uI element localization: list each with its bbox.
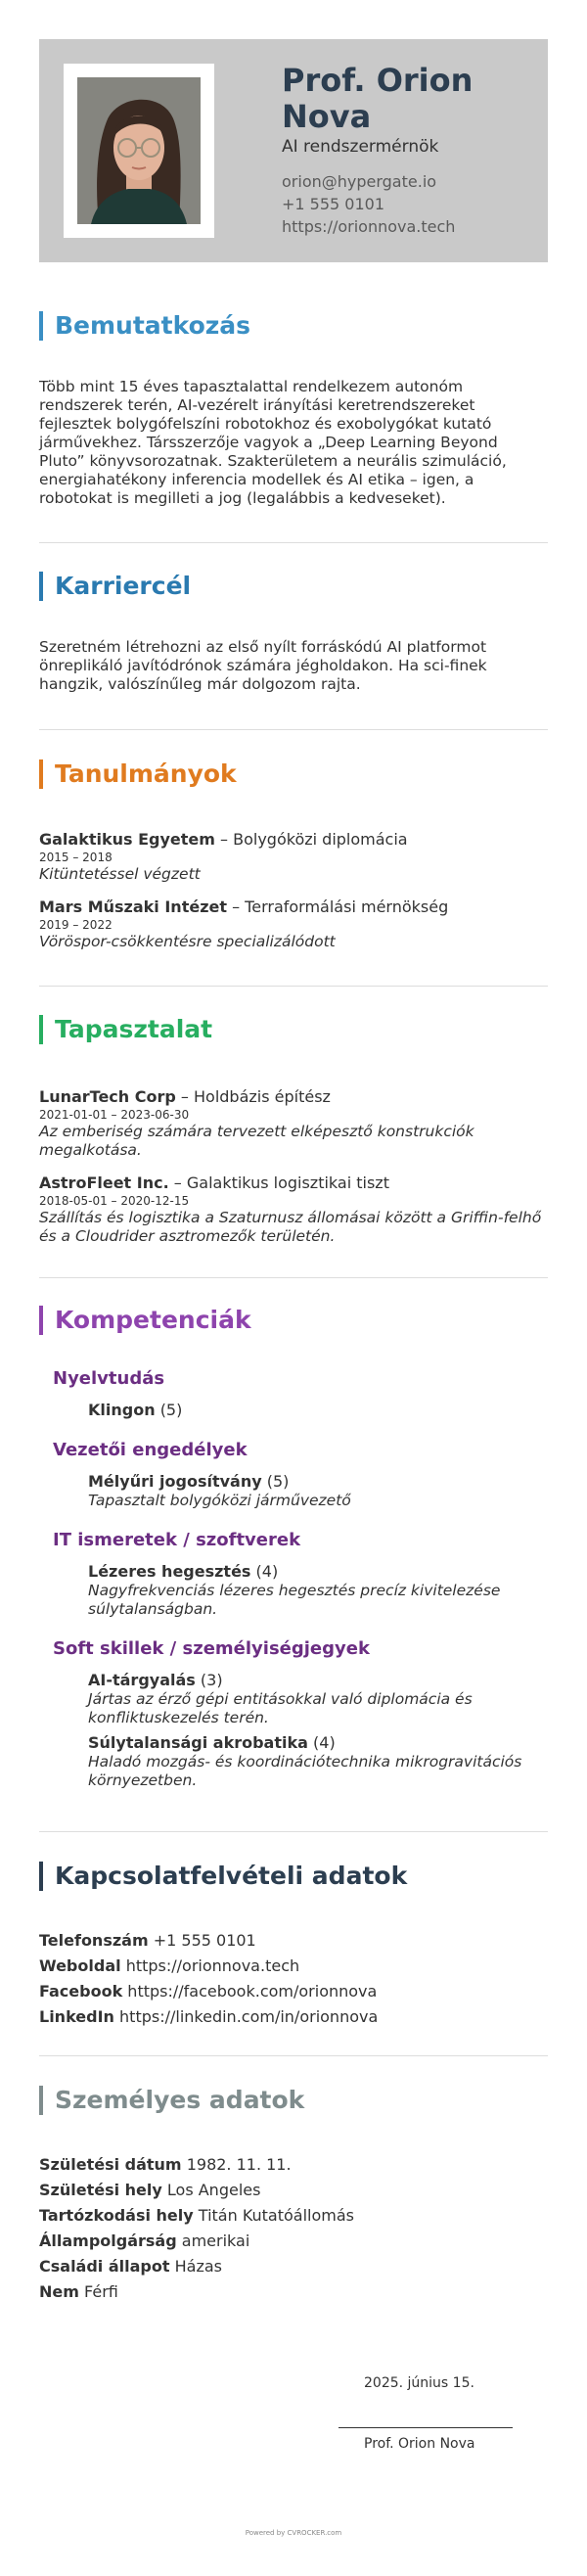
section-career bbox=[39, 572, 548, 694]
section-contact bbox=[39, 1862, 548, 2030]
contact-value[interactable]: https://facebook.com/orionnova bbox=[127, 1982, 378, 2001]
personal-value: 1982. 11. 11. bbox=[186, 2155, 292, 2174]
signature-line bbox=[339, 2427, 513, 2428]
contact-value[interactable]: https://linkedin.com/in/orionnova bbox=[119, 2007, 379, 2026]
entry-role: Galaktikus logisztikai tiszt bbox=[186, 1173, 389, 1192]
divider bbox=[39, 2055, 548, 2056]
skill-group-title: Vezetői engedélyek bbox=[53, 1440, 248, 1460]
personal-row bbox=[39, 2152, 548, 2178]
personal-label: Születési hely bbox=[39, 2181, 162, 2199]
signature-date: 2025. június 15. bbox=[364, 2375, 474, 2391]
personal-value: Titán Kutatóállomás bbox=[198, 2206, 354, 2225]
personal-value: Los Angeles bbox=[166, 2181, 261, 2199]
skill-name: Súlytalansági akrobatika bbox=[88, 1733, 308, 1752]
personal-label: Születési dátum bbox=[39, 2155, 182, 2174]
education-entry: Mars Műszaki Intézet – Terraformálási mérnökség 2019 – 2022 Vöröspor-csökkentésre specializálódott bbox=[39, 897, 548, 951]
personal-label: Családi állapot bbox=[39, 2257, 170, 2276]
skill-desc: Nagyfrekvenciás lézeres hegesztés precíz kivitelezése súlytalanságban. bbox=[88, 1582, 501, 1618]
divider bbox=[39, 986, 548, 987]
personal-row bbox=[39, 2279, 548, 2305]
personal-value: Férfi bbox=[84, 2282, 118, 2301]
footer-credit[interactable]: Powered by CVROCKER.com bbox=[245, 2529, 342, 2537]
section-personal bbox=[39, 2086, 548, 2305]
section-title-experience: Tapasztalat bbox=[39, 1015, 548, 1044]
cv-role: AI rendszermérnök bbox=[282, 137, 439, 157]
personal-label: Tartózkodási hely bbox=[39, 2206, 194, 2225]
divider bbox=[39, 542, 548, 543]
skill-level: (4) bbox=[255, 1562, 279, 1581]
skill-level: (3) bbox=[200, 1671, 223, 1689]
skill-item bbox=[88, 1671, 548, 1727]
skill-item bbox=[88, 1733, 548, 1790]
about-text: Több mint 15 éves tapasztalattal rendelkezem autonóm rendszerek terén, AI-vezérelt irányítási keretrendszereket fejlesztek bolygófelszíni robotokhoz és exobolygókat kutató járművekhez. Társszerzője vagyok a „Deep Learning Beyond Pluto” könyvsorozatnak. Szakterületem a neurális szimuláció, energiahatékony inferencia modellek és AI etika – igen, a robotokat is megilleti a jog (legalábbis a kedveseket). bbox=[39, 378, 507, 507]
personal-label: Állampolgárság bbox=[39, 2231, 177, 2250]
skill-name: Mélyűri jogosítvány bbox=[88, 1472, 262, 1491]
skill-name: Klingon bbox=[88, 1401, 156, 1419]
experience-entry: LunarTech Corp – Holdbázis építész 2021-01-01 – 2023-06-30 Az emberiség számára tervezett elképesztő konstrukciók megalkotása. bbox=[39, 1087, 548, 1160]
entry-org: LunarTech Corp bbox=[39, 1087, 176, 1106]
section-title-career: Karriercél bbox=[39, 572, 548, 601]
personal-row bbox=[39, 2203, 548, 2229]
entry-role: Bolygóközi diplomácia bbox=[233, 830, 408, 849]
entry-role: Terraformálási mérnökség bbox=[245, 897, 449, 916]
section-title-about: Bemutatkozás bbox=[39, 311, 548, 341]
entry-date: 2018-05-01 – 2020-12-15 bbox=[39, 1194, 190, 1208]
cv-name: Prof. Orion Nova bbox=[282, 62, 474, 135]
entry-desc: Kitüntetéssel végzett bbox=[39, 865, 201, 883]
skill-level: (5) bbox=[159, 1401, 183, 1419]
experience-entry: AstroFleet Inc. – Galaktikus logisztikai tiszt 2018-05-01 – 2020-12-15 Szállítás és logisztika a Szaturnusz állomásai között a Griffin-felhő és a Cloudrider asztromezők területén. bbox=[39, 1173, 548, 1246]
section-about bbox=[39, 311, 548, 508]
signature-name: Prof. Orion Nova bbox=[364, 2436, 475, 2452]
personal-row bbox=[39, 2254, 548, 2279]
education-entry: Galaktikus Egyetem – Bolygóközi diplomácia 2015 – 2018 Kitüntetéssel végzett bbox=[39, 830, 548, 884]
skill-name: AI-tárgyalás bbox=[88, 1671, 196, 1689]
skill-item bbox=[88, 1401, 548, 1420]
skill-group-title: IT ismeretek / szoftverek bbox=[53, 1530, 301, 1550]
skill-desc: Tapasztalt bolygóközi járművezető bbox=[88, 1492, 351, 1509]
contact-row bbox=[39, 1979, 548, 2004]
contact-label: Telefonszám bbox=[39, 1931, 149, 1950]
entry-date: 2019 – 2022 bbox=[39, 918, 113, 932]
section-title-contact: Kapcsolatfelvételi adatok bbox=[39, 1862, 548, 1891]
career-text: Szeretném létrehozni az első nyílt forráskódú AI platformot önreplikáló javítódrónok számára jégholdakon. Ha sci-finek hangzik, valószínűleg már dolgozom rajta. bbox=[39, 638, 487, 693]
skill-group-title: Soft skillek / személyiségjegyek bbox=[53, 1638, 370, 1659]
skill-item bbox=[88, 1472, 548, 1510]
skill-desc: Jártas az érző gépi entitásokkal való diplomácia és konfliktuskezelés terén. bbox=[88, 1690, 473, 1726]
skill-name: Lézeres hegesztés bbox=[88, 1562, 251, 1581]
divider bbox=[39, 729, 548, 730]
entry-date: 2015 – 2018 bbox=[39, 851, 113, 864]
skill-group-title: Nyelvtudás bbox=[53, 1368, 165, 1389]
header-phone: +1 555 0101 bbox=[282, 195, 385, 213]
section-education bbox=[39, 759, 548, 951]
entry-role: Holdbázis építész bbox=[194, 1087, 331, 1106]
contact-label: Weboldal bbox=[39, 1956, 121, 1975]
section-skills bbox=[39, 1306, 548, 1790]
contact-label: Facebook bbox=[39, 1982, 123, 2001]
header-email: orion@hypergate.io bbox=[282, 172, 437, 191]
contact-row bbox=[39, 2004, 548, 2030]
skill-level: (4) bbox=[313, 1733, 336, 1752]
personal-value: amerikai bbox=[181, 2231, 250, 2250]
entry-desc: Az emberiség számára tervezett elképesztő konstrukciók megalkotása. bbox=[39, 1123, 474, 1159]
personal-row bbox=[39, 2178, 548, 2203]
contact-row bbox=[39, 1954, 548, 1979]
skill-item bbox=[88, 1562, 548, 1619]
entry-org: Mars Műszaki Intézet bbox=[39, 897, 227, 916]
section-title-education: Tanulmányok bbox=[39, 759, 548, 789]
entry-date: 2021-01-01 – 2023-06-30 bbox=[39, 1108, 190, 1122]
contact-label: LinkedIn bbox=[39, 2007, 114, 2026]
section-title-skills: Kompetenciák bbox=[39, 1306, 548, 1335]
entry-org: AstroFleet Inc. bbox=[39, 1173, 169, 1192]
cv-header bbox=[39, 39, 548, 262]
personal-value: Házas bbox=[174, 2257, 222, 2276]
skill-desc: Haladó mozgás- és koordinációtechnika mikrogravitációs környezetben. bbox=[88, 1753, 522, 1789]
profile-photo bbox=[77, 77, 201, 224]
personal-row bbox=[39, 2229, 548, 2254]
divider bbox=[39, 1831, 548, 1832]
section-experience bbox=[39, 1015, 548, 1246]
profile-photo-frame bbox=[64, 64, 214, 238]
entry-desc: Vöröspor-csökkentésre specializálódott bbox=[39, 933, 336, 950]
header-website: https://orionnova.tech bbox=[282, 217, 456, 236]
personal-label: Nem bbox=[39, 2282, 79, 2301]
contact-row bbox=[39, 1928, 548, 1954]
contact-value[interactable]: https://orionnova.tech bbox=[125, 1956, 300, 1975]
contact-value: +1 555 0101 bbox=[153, 1931, 256, 1950]
section-title-personal: Személyes adatok bbox=[39, 2086, 548, 2115]
skill-level: (5) bbox=[266, 1472, 290, 1491]
entry-org: Galaktikus Egyetem bbox=[39, 830, 215, 849]
divider bbox=[39, 1277, 548, 1278]
entry-desc: Szállítás és logisztika a Szaturnusz állomásai között a Griffin-felhő és a Cloudrider asztromezők területén. bbox=[39, 1209, 542, 1245]
